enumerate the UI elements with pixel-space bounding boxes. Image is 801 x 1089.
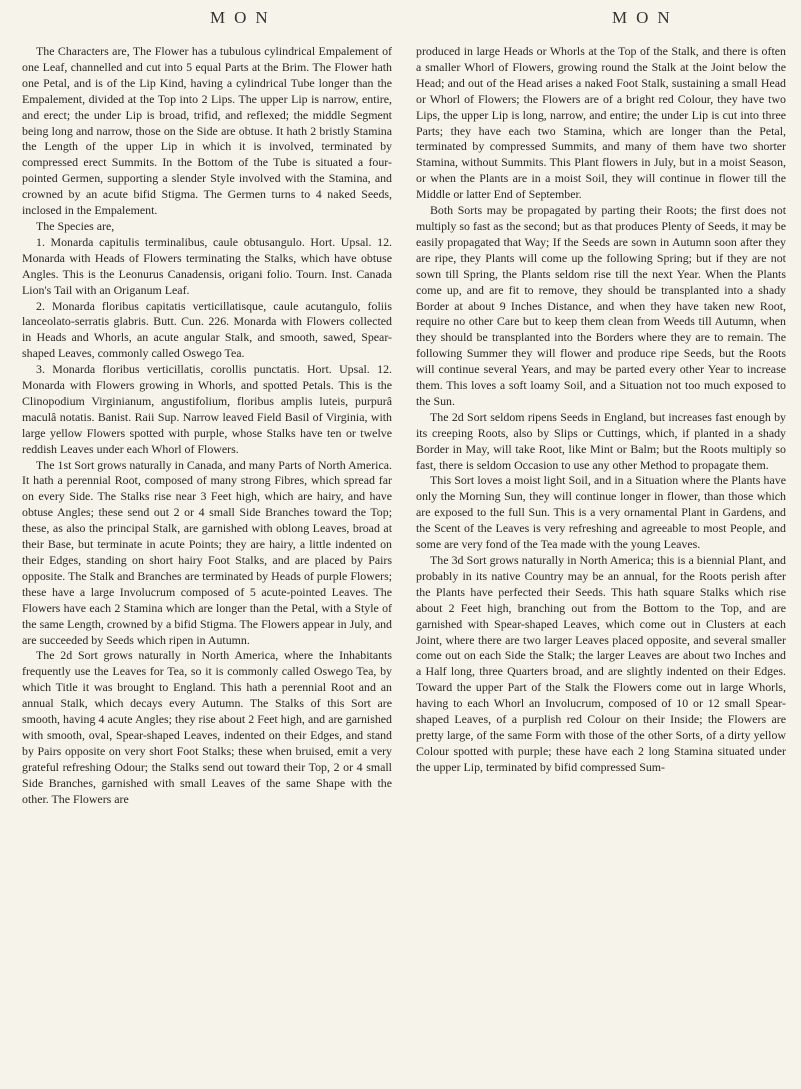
text-columns [22, 44, 788, 1084]
characters-paragraph: The Characters are, The Flower has a tubulous cylindrical Empalement of one Leaf, channelled and cut into 5 equal Parts at the Brim. The Flower hath one Petal, and is of the Lip Kind, having a cylindrical Tube longer than the Empalement, divided at the Top into 2 Lips. The upper Lip is narrow, entire, and erect; the under Lip is broad, trifid, and reflexed; the middle Segment being long and narrow, those on the Side are obtuse. It hath 2 bristly Stamina the Length of the upper Lip in which it is involved, terminated by compressed erect Summits. In the Bottom of the Tube is situated a four-pointed Germen, supporting a slender Style involved with the Stamina, and crowned by an acute bifid Stigma. The Germen turns to 4 naked Seeds, inclosed in the Empalement. [22, 44, 392, 218]
running-header-left: MON [210, 8, 277, 27]
third-sort-paragraph: The 3d Sort grows naturally in North America; this is a biennial Plant, and probably in its native Country may be an annual, for the Roots perish after the Plants have perfected their Seeds. This hath square Stalks which rise about 2 Feet high, branching out from the Bottom to the Top, and are garnished with Spear-shaped Leaves, which come out in Clusters at each Joint, where there are two larger Leaves placed opposite, and several smaller come out on each Side the Stalk; the larger Leaves are about two Inches and a Half long, three Quarters broad, and are slightly indented on their Edges. Toward the upper Part of the Stalk the Flowers come out in large Whorls, having to each Whorl an Involucrum, composed of 10 or 12 small Spear-shaped Leaves, of a purplish red Colour on their Inside; the Flowers are pretty large, of the same Form with those of the other Sorts, of a dirty yellow Colour spotted with purple; these have each 2 long Stamina situated under the upper Lip, terminated by bifid compressed Sum- [416, 553, 786, 774]
first-sort-paragraph: The 1st Sort grows naturally in Canada, and many Parts of North America. It hath a perennial Root, composed of many strong Fibres, which spread far on every Side. The Stalks rise near 3 Feet high, which are hairy, and have obtuse Angles; these send out 2 or 4 small Side Branches toward the Top; these, as also the principal Stalk, are garnished with oblong Leaves, broad at their Base, but terminate in acute Points; they are hairy, a little indented on their Edges, standing on short hairy Foot Stalks, and are placed by Pairs opposite. The Stalk and Branches are terminated by Heads of purple Flowers; these have a large Involucrum composed of 5 acute-pointed Leaves. The Flowers have each 2 Stamina which are longer than the Petal, with a Style of the same Length, crowned by a bifid Stigma. The Flowers appear in July, and are succeeded by Seeds which ripen in Autumn. [22, 457, 392, 647]
running-header [0, 8, 801, 36]
propagation-paragraph: Both Sorts may be propagated by parting their Roots; the first does not multiply so fast as the second; but as that produces Plenty of Seeds, it may be easily propagated that Way; If the Seeds are sown in Autumn soon after they are ripe, they Plants will come up the following Spring; but if they are not sown till Spring, the Plants seldom rise till the next Year. When the Plants come up, and are fit to remove, they should be transplanted into a shady Border at about 9 Inches Distance, and when they have taken new Root, require no other Care but to keep them clean from Weeds till Autumn, when they should be transplanted into the Borders where they are to remain. The following Summer they will flower and produce ripe Seeds, but the Roots will continue several Years, and may be parted every other Year to increase them. This loves a soft loamy Soil, and a Situation not too much exposed to the Sun. [416, 203, 786, 408]
species-1-entry: 1. Monarda capitulis terminalibus, caule obtusangulo. Hort. Upsal. 12. Monarda with Heads of Flowers terminating the Stalks, which have obtuse Angles. This is the Leonurus Canadensis, origani folio. Tourn. Inst. Canada Lion's Tail with an Origanum Leaf. [22, 234, 392, 297]
species-2-entry: 2. Monarda floribus capitatis verticillatisque, caule acutangulo, foliis lanceolato-serratis glabris. Butt. Cun. 226. Monarda with Flowers collected in Heads and Whorls, an acute angular Stalk, and smooth, sawed, Spear-shaped Leaves, commonly called Oswego Tea. [22, 298, 392, 361]
second-sort-seeds-paragraph: The 2d Sort seldom ripens Seeds in England, but increases fast enough by its creeping Roots, also by Slips or Cuttings, which, if planted in a shady Border in May, will take Root, like Mint or Balm; but the Roots multiply so fast, there is seldom Occasion to use any other Method to propagate them. [416, 409, 786, 472]
right-column [416, 44, 786, 1084]
species-heading: The Species are, [36, 218, 115, 233]
running-header-right: MON [612, 8, 679, 27]
second-sort-paragraph: The 2d Sort grows naturally in North America, where the Inhabitants frequently use the Leaves for Tea, so it is commonly called Oswego Tea, by which Title it was brought to England. This hath a perennial Root and an annual Stalk, which decays every Autumn. The Stalks of this Sort are smooth, having 4 acute Angles; they rise about 2 Feet high, and are garnished with smooth, oval, Spear-shaped Leaves, indented on their Edges, and stand by Pairs opposite on very short Foot Stalks; these when bruised, emit a very grateful refreshing Odour; the Stalks send out toward their Top, 2 or 4 small Side Branches, garnished with small Leaves of the same Shape with the other. The Flowers are [22, 648, 392, 806]
species-3-entry: 3. Monarda floribus verticillatis, corollis punctatis. Hort. Upsal. 12. Monarda with Flowers growing in Whorls, and spotted Petals. This is the Clinopodium Virginianum, angustifolium, floribus amplis luteis, purpurâ maculâ notatis. Banist. Raii Sup. Narrow leaved Field Basil of Virginia, with large yellow Flowers spotted with purple, whose Stalks have ten or twelve reddish Leaves under each Whorl of Flowers. [22, 362, 392, 456]
soil-situation-paragraph: This Sort loves a moist light Soil, and in a Situation where the Plants have only the Morning Sun, they will continue longer in flower, than those which are exposed to the full Sun. This is a very ornamental Plant in Gardens, and the Scent of the Leaves is very refreshing and agreeable to most People, and some are very fond of the Tea made with the young Leaves. [416, 473, 786, 552]
flowers-continued-paragraph: produced in large Heads or Whorls at the Top of the Stalk, and there is often a smaller Whorl of Flowers, growing round the Stalk at the Joint below the Head; and out of the Head arises a naked Foot Stalk, sustaining a small Head or Whorl of Flowers; the Flowers are of a bright red Colour, they have two Lips, the upper Lip is long, narrow, and entire; the under Lip is cut into three Parts; they have each two Stamina, which are longer than the Petal, terminated by compressed Summits, and many of them have two shorter Stamina, without Summits. This Plant flowers in July, but in a moist Season, or when the Plants are in a moist Soil, they will continue in flower till the Middle or latter End of September. [416, 44, 786, 202]
left-column [22, 44, 392, 1084]
